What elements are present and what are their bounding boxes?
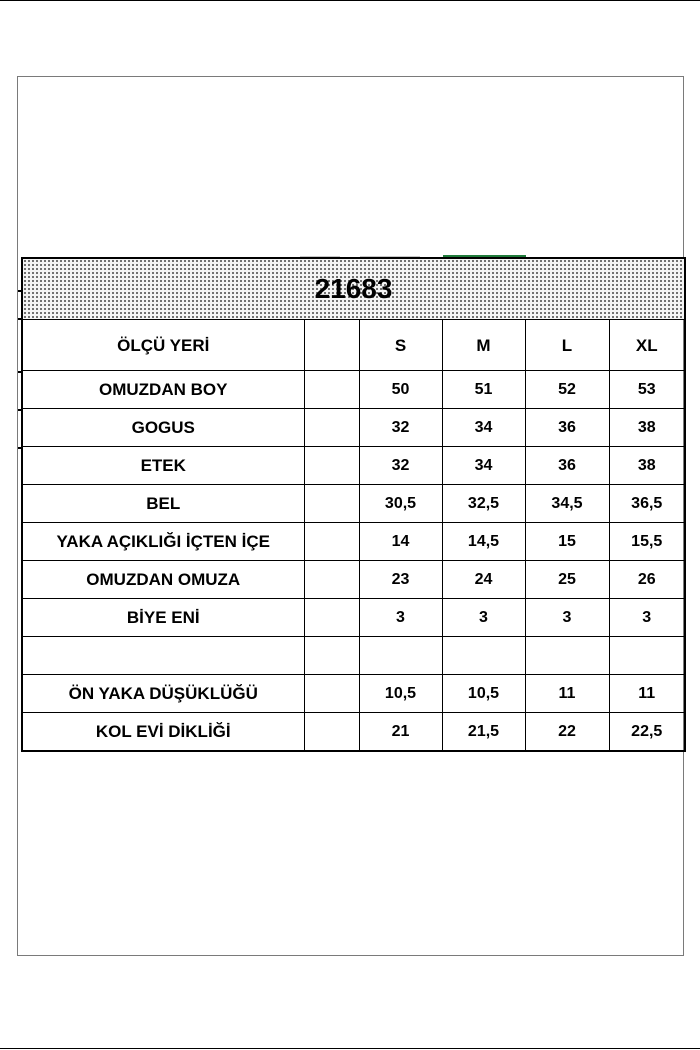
value-m: 24 [442, 561, 525, 599]
size-chart-table [21, 257, 686, 752]
value-m: 3 [442, 599, 525, 637]
value-m: 51 [442, 371, 525, 409]
row-label: BEL [22, 485, 304, 523]
value-xl [609, 637, 685, 675]
row-label: OMUZDAN OMUZA [22, 561, 304, 599]
row-label: OMUZDAN BOY [22, 371, 304, 409]
value-s: 21 [359, 713, 442, 752]
value-l [525, 637, 609, 675]
row-label [22, 637, 304, 675]
table-row [22, 713, 685, 752]
empty-row [22, 637, 685, 675]
row-label: GOGUS [22, 409, 304, 447]
value-s: 10,5 [359, 675, 442, 713]
value-xl: 22,5 [609, 713, 685, 752]
row-label: ETEK [22, 447, 304, 485]
table-row [22, 371, 685, 409]
value-xl: 11 [609, 675, 685, 713]
table-row [22, 599, 685, 637]
value-l: 52 [525, 371, 609, 409]
value-xl: 3 [609, 599, 685, 637]
value-m: 21,5 [442, 713, 525, 752]
table-row [22, 447, 685, 485]
value-l: 15 [525, 523, 609, 561]
value-m: 10,5 [442, 675, 525, 713]
measure-header: ÖLÇÜ YERİ [22, 320, 304, 371]
table-row [22, 561, 685, 599]
row-label: KOL EVİ DİKLİĞİ [22, 713, 304, 752]
table-row [22, 675, 685, 713]
value-s: 14 [359, 523, 442, 561]
value-l: 25 [525, 561, 609, 599]
blank-cell [304, 713, 359, 752]
blank-cell [304, 523, 359, 561]
value-l: 22 [525, 713, 609, 752]
value-l: 34,5 [525, 485, 609, 523]
size-header-m: M [442, 320, 525, 371]
size-header-l: L [525, 320, 609, 371]
blank-cell [304, 485, 359, 523]
top-page-rule [0, 0, 700, 1]
value-xl: 38 [609, 409, 685, 447]
blank-cell [304, 371, 359, 409]
size-header-s: S [359, 320, 442, 371]
title-row [22, 258, 685, 320]
size-header-xl: XL [609, 320, 685, 371]
model-code: 21683 [22, 258, 685, 320]
header-row [22, 320, 685, 371]
value-xl: 53 [609, 371, 685, 409]
row-label: BİYE ENİ [22, 599, 304, 637]
value-m: 32,5 [442, 485, 525, 523]
value-l: 36 [525, 409, 609, 447]
value-xl: 26 [609, 561, 685, 599]
table-row [22, 523, 685, 561]
value-s: 30,5 [359, 485, 442, 523]
value-xl: 36,5 [609, 485, 685, 523]
blank-header-cell [304, 320, 359, 371]
bottom-page-rule [0, 1048, 700, 1049]
value-s: 32 [359, 447, 442, 485]
value-m: 14,5 [442, 523, 525, 561]
blank-cell [304, 447, 359, 485]
value-s: 32 [359, 409, 442, 447]
blank-cell [304, 599, 359, 637]
value-s: 3 [359, 599, 442, 637]
value-xl: 38 [609, 447, 685, 485]
blank-cell [304, 637, 359, 675]
table-row [22, 485, 685, 523]
value-s: 50 [359, 371, 442, 409]
value-m: 34 [442, 409, 525, 447]
value-s: 23 [359, 561, 442, 599]
value-l: 3 [525, 599, 609, 637]
value-m: 34 [442, 447, 525, 485]
value-xl: 15,5 [609, 523, 685, 561]
value-l: 36 [525, 447, 609, 485]
row-label: YAKA AÇIKLIĞI İÇTEN İÇE [22, 523, 304, 561]
blank-cell [304, 561, 359, 599]
value-l: 11 [525, 675, 609, 713]
row-label: ÖN YAKA DÜŞÜKLÜĞÜ [22, 675, 304, 713]
value-m [442, 637, 525, 675]
table-row [22, 409, 685, 447]
value-s [359, 637, 442, 675]
blank-cell [304, 675, 359, 713]
blank-cell [304, 409, 359, 447]
